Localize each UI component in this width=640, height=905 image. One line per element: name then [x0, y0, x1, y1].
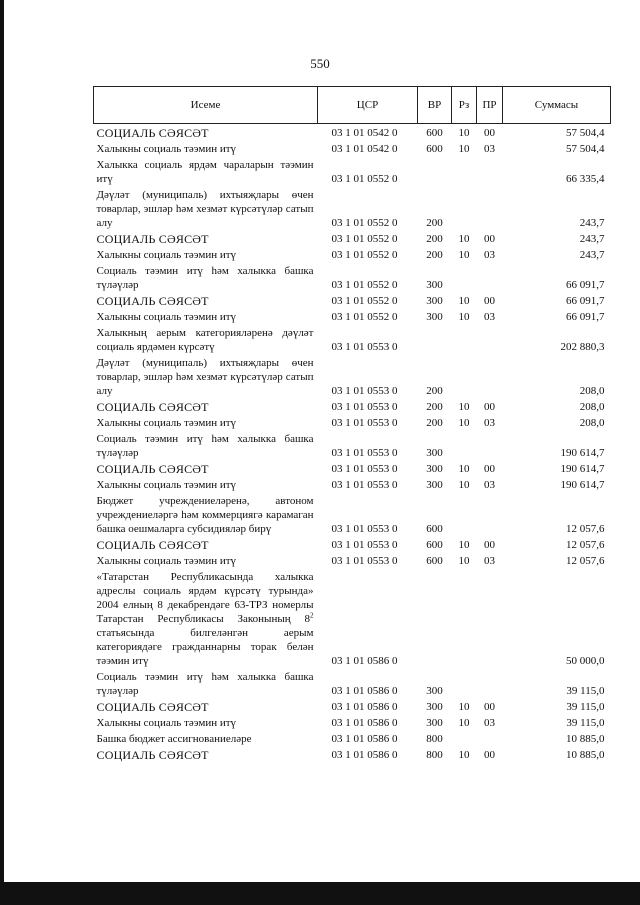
- cell-sum: 243,7: [579, 233, 605, 245]
- cell-pr: 00: [484, 127, 495, 139]
- cell-sum: 39 115,0: [566, 717, 605, 729]
- table-row: [94, 730, 611, 746]
- cell-pr: [477, 156, 503, 186]
- table-row: [94, 536, 611, 552]
- cell-csr: 03 1 01 0553 0: [331, 555, 398, 567]
- cell-rz: 10: [458, 479, 470, 491]
- cell-sum: 66 091,7: [566, 295, 605, 307]
- cell-vr: 600: [426, 539, 443, 551]
- table-row: [94, 476, 611, 492]
- cell-pr: [477, 492, 503, 536]
- header-rz: Рз: [452, 87, 477, 124]
- superscript: 2: [310, 611, 314, 620]
- cell-vr: 200: [426, 249, 443, 261]
- table-row: [94, 714, 611, 730]
- cell-vr: 200: [426, 233, 443, 245]
- cell-name: [94, 230, 318, 246]
- cell-rz: 10: [458, 417, 470, 429]
- header-vr: ВР: [418, 87, 452, 124]
- row-name-text: Халыкка социаль ярдәм чараларын тәэмин итү: [96, 159, 314, 185]
- cell-pr: 00: [484, 233, 495, 245]
- cell-pr: 00: [484, 295, 495, 307]
- cell-csr: 03 1 01 0553 0: [331, 463, 398, 475]
- cell-vr: 800: [426, 733, 443, 745]
- cell-sum: 190 614,7: [560, 447, 605, 459]
- cell-name: [94, 262, 318, 292]
- cell-sum: 39 115,0: [566, 701, 605, 713]
- cell-rz: 10: [458, 233, 470, 245]
- cell-name: [94, 568, 318, 668]
- cell-rz: [452, 668, 477, 698]
- cell-vr: 300: [426, 279, 443, 291]
- cell-csr: 03 1 01 0553 0: [331, 417, 398, 429]
- cell-rz: [452, 186, 477, 230]
- cell-pr: 03: [484, 311, 495, 323]
- table-row: [94, 668, 611, 698]
- cell-csr: 03 1 01 0552 0: [331, 279, 398, 291]
- page-number: 550: [310, 56, 330, 71]
- row-name-text: СОЦИАЛЬ СӘЯСӘТ: [96, 462, 209, 476]
- cell-vr: 300: [426, 479, 443, 491]
- cell-vr: 200: [426, 401, 443, 413]
- table-row: [94, 398, 611, 414]
- cell-pr: [477, 568, 503, 668]
- cell-rz: 10: [458, 295, 470, 307]
- cell-rz: 10: [458, 555, 470, 567]
- cell-vr: [418, 324, 452, 354]
- cell-rz: [452, 430, 477, 460]
- cell-sum: 66 091,7: [566, 311, 605, 323]
- cell-vr: [418, 156, 452, 186]
- cell-sum: 57 504,4: [566, 143, 605, 155]
- table-row: [94, 492, 611, 536]
- cell-sum: 208,0: [579, 417, 605, 429]
- cell-name: [94, 714, 318, 730]
- cell-sum: 39 115,0: [566, 685, 605, 697]
- cell-csr: 03 1 01 0553 0: [331, 341, 398, 353]
- cell-vr: 300: [426, 717, 443, 729]
- cell-csr: 03 1 01 0552 0: [331, 233, 398, 245]
- row-name-text: СОЦИАЛЬ СӘЯСӘТ: [96, 748, 209, 762]
- cell-csr: 03 1 01 0553 0: [331, 385, 398, 397]
- scan-border-bottom: [0, 882, 640, 905]
- cell-sum: 10 885,0: [566, 749, 605, 761]
- cell-sum: 208,0: [579, 385, 605, 397]
- cell-pr: 03: [484, 143, 495, 155]
- cell-sum: 243,7: [579, 217, 605, 229]
- cell-vr: 600: [426, 523, 443, 535]
- cell-name: [94, 308, 318, 324]
- table-row: [94, 262, 611, 292]
- row-name-text: Башка бюджет ассигнованиеләре: [96, 733, 252, 745]
- cell-name: [94, 140, 318, 156]
- cell-vr: 200: [426, 217, 443, 229]
- cell-name: [94, 492, 318, 536]
- cell-name: [94, 668, 318, 698]
- cell-rz: 10: [458, 249, 470, 261]
- row-name-text: Халыкны социаль тәэмин итү: [96, 555, 237, 567]
- cell-pr: 00: [484, 701, 495, 713]
- row-name-text: СОЦИАЛЬ СӘЯСӘТ: [96, 538, 209, 552]
- cell-rz: 10: [458, 701, 470, 713]
- cell-pr: [477, 730, 503, 746]
- cell-vr: 300: [426, 701, 443, 713]
- row-name-text: Бюджет учреждениеләренә, автоном учреждениеләргә һәм коммерциягә карамаган башка оешмаларга субсидияләр бирү: [96, 495, 314, 535]
- row-name-text: Халыкны социаль тәэмин итү: [96, 417, 237, 429]
- cell-rz: [452, 492, 477, 536]
- cell-rz: 10: [458, 143, 470, 155]
- cell-sum: 202 880,3: [560, 341, 605, 353]
- cell-sum: 243,7: [579, 249, 605, 261]
- table-row: [94, 324, 611, 354]
- cell-vr: 300: [426, 295, 443, 307]
- cell-name: [94, 698, 318, 714]
- cell-pr: 03: [484, 555, 495, 567]
- table-row: [94, 460, 611, 476]
- row-name-text: СОЦИАЛЬ СӘЯСӘТ: [96, 400, 209, 414]
- cell-rz: [452, 324, 477, 354]
- cell-pr: 00: [484, 401, 495, 413]
- cell-rz: [452, 262, 477, 292]
- cell-rz: 10: [458, 749, 470, 761]
- cell-csr: 03 1 01 0552 0: [331, 311, 398, 323]
- cell-name: [94, 536, 318, 552]
- cell-name: [94, 354, 318, 398]
- cell-csr: 03 1 01 0552 0: [331, 295, 398, 307]
- table-row: [94, 246, 611, 262]
- table-row: [94, 124, 611, 141]
- table-row: [94, 354, 611, 398]
- cell-pr: 00: [484, 749, 495, 761]
- table-row: [94, 156, 611, 186]
- cell-sum: 10 885,0: [566, 733, 605, 745]
- cell-csr: 03 1 01 0586 0: [331, 685, 398, 697]
- cell-vr: 300: [426, 311, 443, 323]
- cell-rz: 10: [458, 311, 470, 323]
- header-sum: Суммасы: [503, 87, 611, 124]
- row-name-text: Халыкның аерым категорияләренә дәүләт социаль ярдәмен күрсәтү: [96, 327, 314, 353]
- cell-rz: [452, 354, 477, 398]
- cell-name: [94, 324, 318, 354]
- table-row: [94, 746, 611, 762]
- header-name: Исеме: [94, 87, 318, 124]
- cell-sum: 208,0: [579, 401, 605, 413]
- cell-csr: 03 1 01 0553 0: [331, 523, 398, 535]
- cell-csr: 03 1 01 0553 0: [331, 539, 398, 551]
- cell-rz: 10: [458, 401, 470, 413]
- row-name-text: Социаль тәэмин итү һәм халыкка башка түләүләр: [96, 671, 314, 697]
- cell-csr: 03 1 01 0552 0: [331, 217, 398, 229]
- row-name-text: Халыкны социаль тәэмин итү: [96, 311, 237, 323]
- header-pr: ПР: [477, 87, 503, 124]
- cell-name: [94, 414, 318, 430]
- cell-pr: 00: [484, 539, 495, 551]
- table-row: [94, 140, 611, 156]
- table-row: [94, 430, 611, 460]
- cell-sum: 66 335,4: [566, 173, 605, 185]
- cell-csr: 03 1 01 0553 0: [331, 447, 398, 459]
- cell-pr: 03: [484, 249, 495, 261]
- row-name-text: СОЦИАЛЬ СӘЯСӘТ: [96, 232, 209, 246]
- cell-pr: [477, 668, 503, 698]
- cell-csr: 03 1 01 0586 0: [331, 655, 398, 667]
- cell-vr: 600: [426, 555, 443, 567]
- cell-rz: 10: [458, 127, 470, 139]
- cell-pr: [477, 354, 503, 398]
- cell-name: [94, 460, 318, 476]
- cell-pr: 00: [484, 463, 495, 475]
- cell-vr: 600: [426, 143, 443, 155]
- cell-csr: 03 1 01 0542 0: [331, 143, 398, 155]
- row-name-tail: статьясында билгеләнгән аерым категориядәге гражданнарны торак белән тәэмин итү: [96, 627, 314, 667]
- row-name-text: СОЦИАЛЬ СӘЯСӘТ: [96, 700, 209, 714]
- table-row: [94, 292, 611, 308]
- row-name-text: Дәүләт (муниципаль) ихтыяҗлары өчен товарлар, эшләр һәм хезмәт күрсәтүләр сатып алу: [96, 189, 314, 229]
- cell-name: [94, 156, 318, 186]
- cell-name: [94, 246, 318, 262]
- table-row: [94, 308, 611, 324]
- cell-csr: 03 1 01 0586 0: [331, 717, 398, 729]
- scan-border-left: [0, 0, 4, 905]
- cell-sum: 12 057,6: [566, 539, 605, 551]
- cell-rz: [452, 730, 477, 746]
- cell-pr: [477, 430, 503, 460]
- cell-csr: 03 1 01 0552 0: [331, 249, 398, 261]
- row-name-text: Халыкны социаль тәэмин итү: [96, 479, 237, 491]
- cell-sum: 190 614,7: [560, 463, 605, 475]
- cell-csr: 03 1 01 0553 0: [331, 479, 398, 491]
- table-row: [94, 230, 611, 246]
- cell-rz: [452, 568, 477, 668]
- cell-vr: 300: [426, 685, 443, 697]
- cell-vr: [418, 568, 452, 668]
- row-name-text: Халыкны социаль тәэмин итү: [96, 249, 237, 261]
- cell-pr: [477, 324, 503, 354]
- cell-vr: 300: [426, 463, 443, 475]
- cell-csr: 03 1 01 0552 0: [331, 173, 398, 185]
- cell-vr: 600: [426, 127, 443, 139]
- row-name-text: Халыкны социаль тәэмин итү: [96, 143, 237, 155]
- table-row: [94, 568, 611, 668]
- row-name-text: Социаль тәэмин итү һәм халыкка башка түләүләр: [96, 433, 314, 459]
- cell-rz: 10: [458, 539, 470, 551]
- cell-csr: 03 1 01 0586 0: [331, 749, 398, 761]
- cell-pr: 03: [484, 717, 495, 729]
- cell-csr: 03 1 01 0553 0: [331, 401, 398, 413]
- row-name-text: Социаль тәэмин итү һәм халыкка башка түләүләр: [96, 265, 314, 291]
- cell-name: [94, 730, 318, 746]
- table-row: [94, 552, 611, 568]
- cell-name: [94, 186, 318, 230]
- row-name-text: Дәүләт (муниципаль) ихтыяҗлары өчен товарлар, эшләр һәм хезмәт күрсәтүләр сатып алу: [96, 357, 314, 397]
- cell-name: [94, 292, 318, 308]
- cell-csr: 03 1 01 0586 0: [331, 701, 398, 713]
- cell-rz: 10: [458, 717, 470, 729]
- row-name-text: Халыкны социаль тәэмин итү: [96, 717, 237, 729]
- cell-name: [94, 430, 318, 460]
- cell-sum: 50 000,0: [566, 655, 605, 667]
- table-row: [94, 414, 611, 430]
- cell-csr: 03 1 01 0542 0: [331, 127, 398, 139]
- cell-pr: 03: [484, 479, 495, 491]
- cell-name: [94, 746, 318, 762]
- row-name-text: «Татарстан Республикасында халыкка адреслы социаль ярдәм күрсәтү турында» 2004 елның 8 декабрендәге 63-ТРЗ номерлы Татарстан Республикасы Законының 8: [96, 571, 314, 625]
- cell-pr: 03: [484, 417, 495, 429]
- header-csr: ЦСР: [318, 87, 418, 124]
- cell-rz: 10: [458, 463, 470, 475]
- cell-sum: 66 091,7: [566, 279, 605, 291]
- cell-sum: 57 504,4: [566, 127, 605, 139]
- cell-pr: [477, 186, 503, 230]
- cell-pr: [477, 262, 503, 292]
- cell-vr: 200: [426, 385, 443, 397]
- cell-name: [94, 552, 318, 568]
- cell-vr: 800: [426, 749, 443, 761]
- cell-vr: 200: [426, 417, 443, 429]
- table-body: [94, 124, 611, 763]
- table-header-row: [94, 87, 611, 124]
- cell-csr: 03 1 01 0586 0: [331, 733, 398, 745]
- cell-name: [94, 124, 318, 141]
- row-name-text: СОЦИАЛЬ СӘЯСӘТ: [96, 126, 209, 140]
- cell-sum: 190 614,7: [560, 479, 605, 491]
- cell-sum: 12 057,6: [566, 555, 605, 567]
- cell-rz: [452, 156, 477, 186]
- cell-vr: 300: [426, 447, 443, 459]
- budget-table: [93, 86, 611, 762]
- table-row: [94, 186, 611, 230]
- cell-name: [94, 398, 318, 414]
- table-row: [94, 698, 611, 714]
- row-name-text: СОЦИАЛЬ СӘЯСӘТ: [96, 294, 209, 308]
- cell-name: [94, 476, 318, 492]
- cell-sum: 12 057,6: [566, 523, 605, 535]
